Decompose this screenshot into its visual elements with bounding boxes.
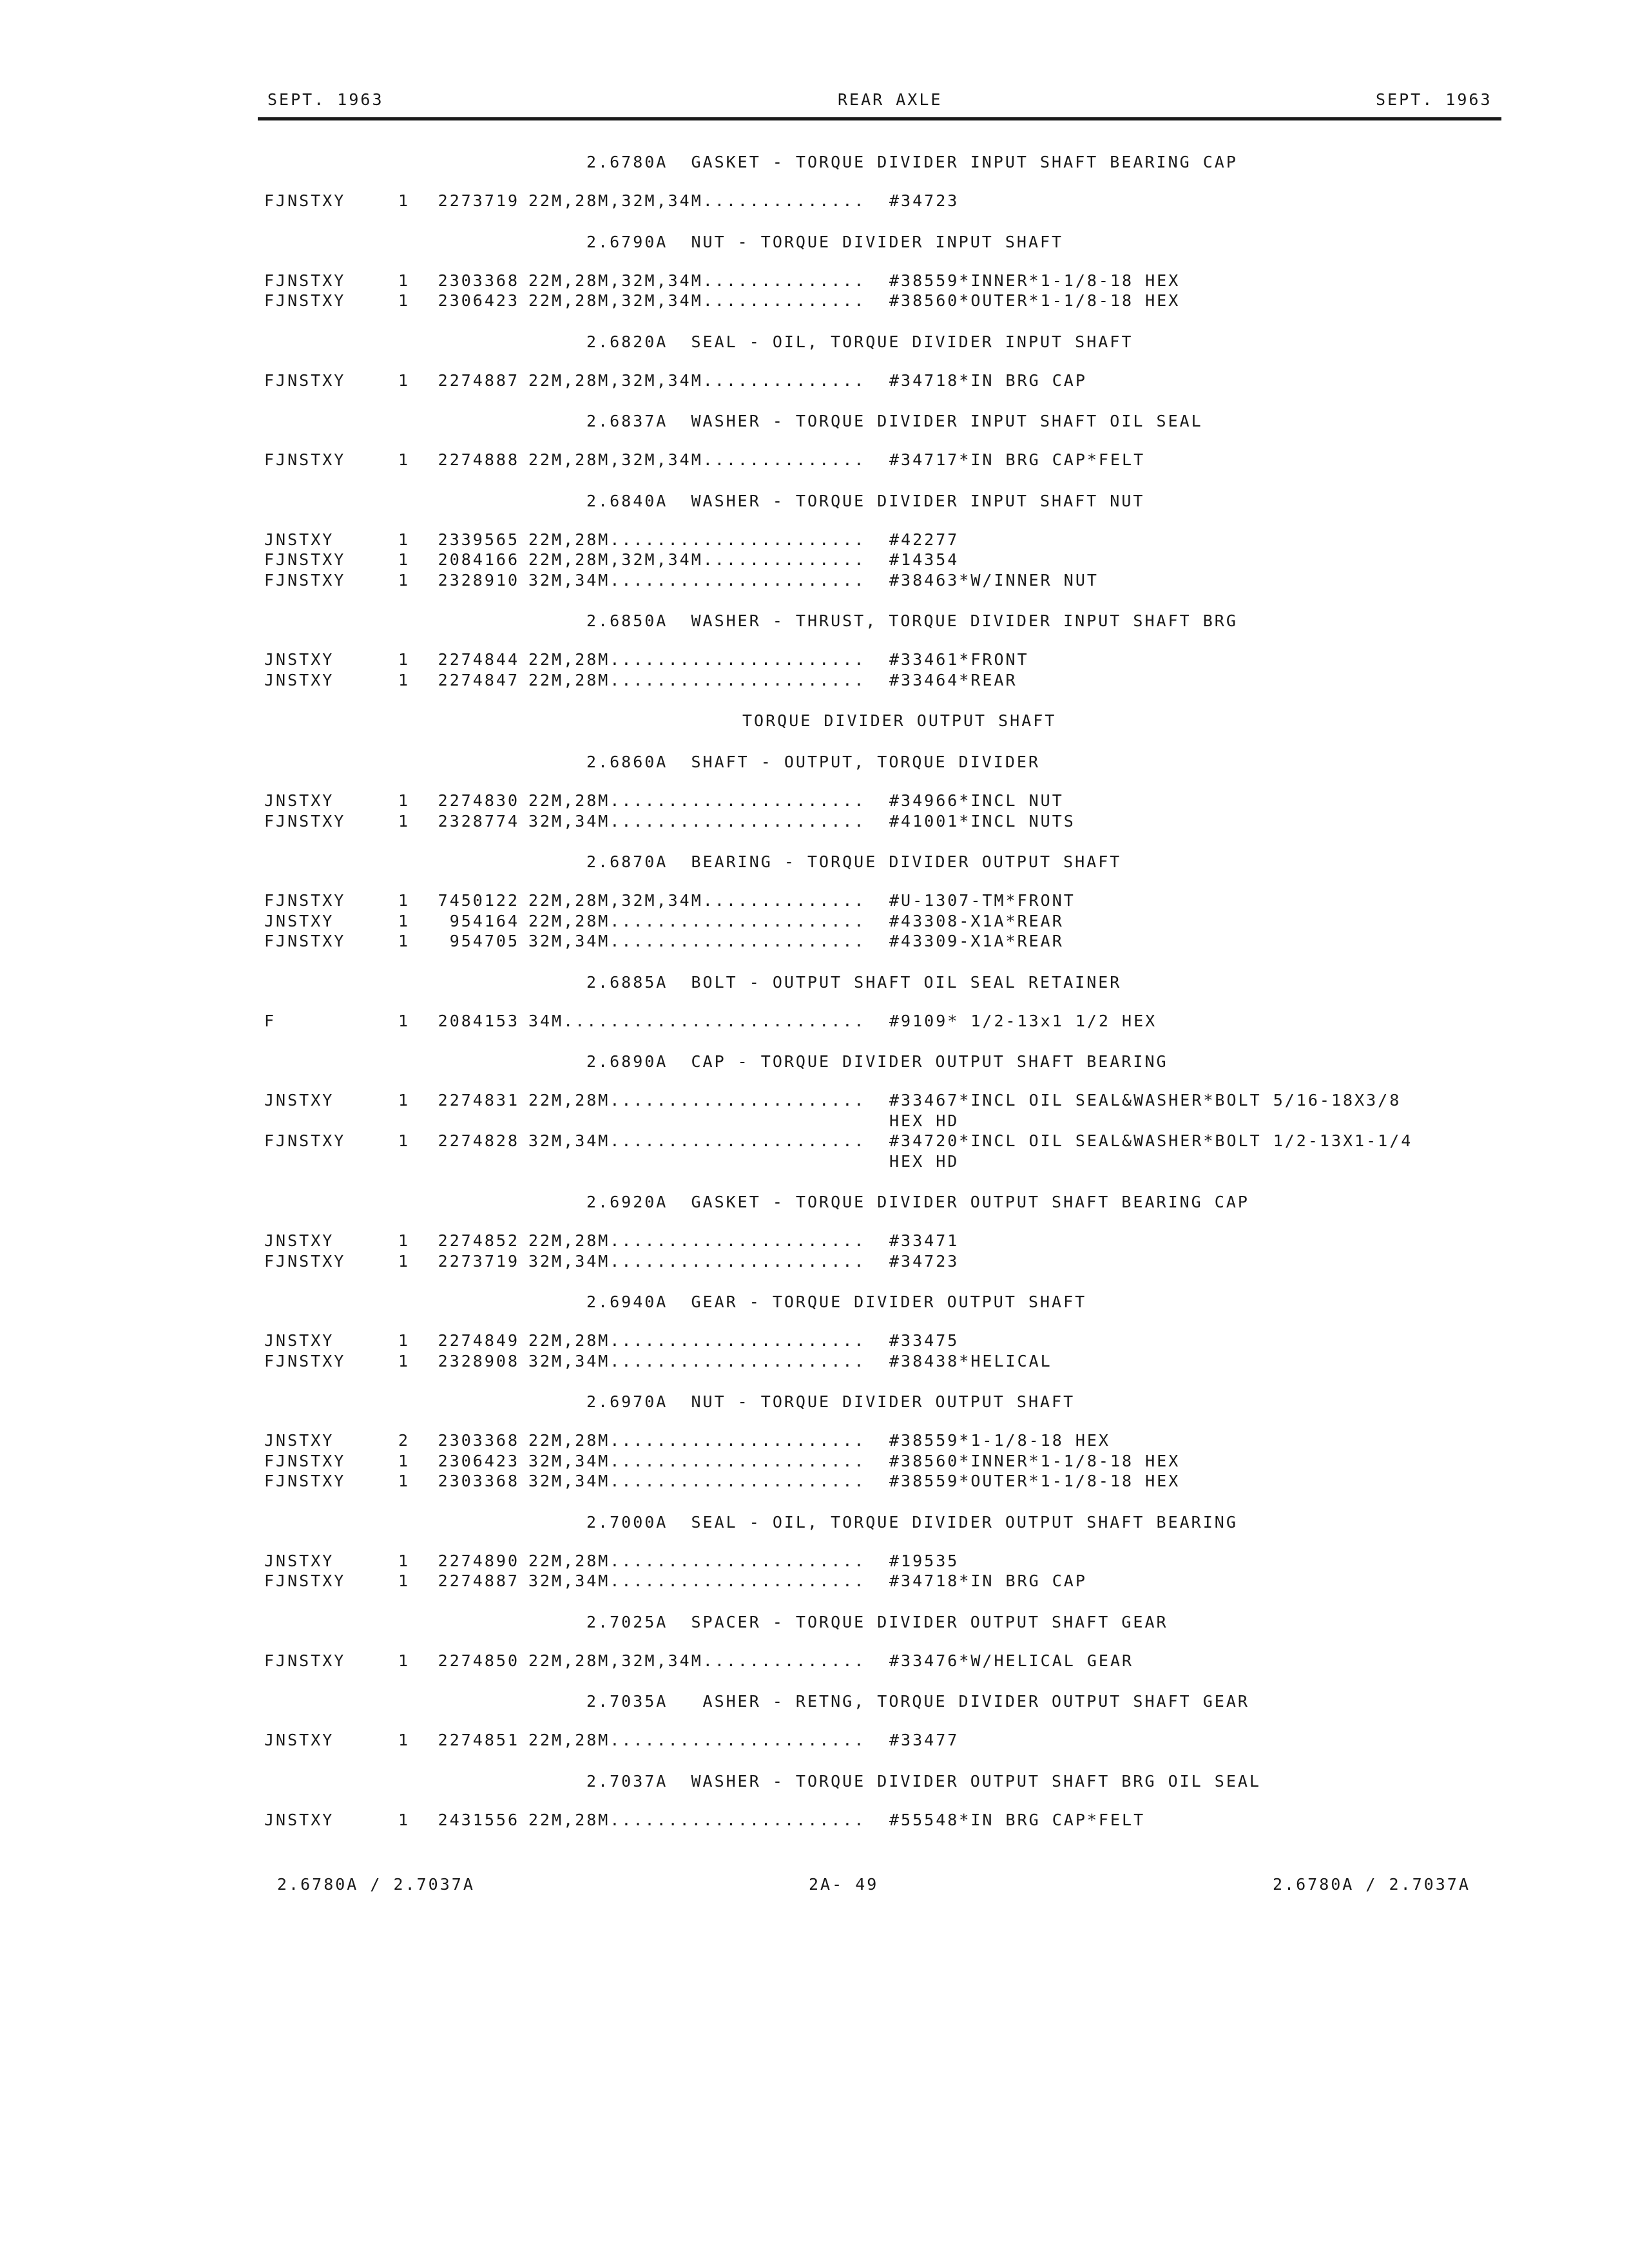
header-rule — [258, 117, 1501, 120]
part-description: #34718*IN BRG CAP — [889, 370, 1087, 390]
part-description: #34717*IN BRG CAP*FELT — [889, 450, 1146, 469]
part-number: 2274851 — [438, 1731, 519, 1749]
parts-group — [264, 1551, 1501, 1591]
applicable-models: 22M,28M...................... — [528, 1231, 866, 1250]
header-date-right: SEPT. 1963 — [1376, 90, 1492, 109]
part-row — [264, 791, 1501, 811]
quantity: 1 — [398, 1331, 410, 1350]
quantity: 1 — [398, 1351, 410, 1370]
part-number: 2328774 — [438, 811, 519, 831]
applicable-models: 22M,28M...................... — [528, 1731, 866, 1749]
applicable-models: 22M,28M...................... — [528, 1810, 866, 1829]
model-code: FJNSTXY — [264, 1651, 346, 1670]
part-description: #9109* 1/2-13x1 1/2 HEX — [889, 1011, 1157, 1030]
parts-group — [264, 530, 1501, 591]
part-row — [264, 570, 1501, 591]
applicable-models: 22M,28M,32M,34M.............. — [528, 450, 866, 469]
section-heading: 2.7025A SPACER - TORQUE DIVIDER OUTPUT SHAFT GEAR — [586, 1612, 1168, 1631]
section-heading: 2.6870A BEARING - TORQUE DIVIDER OUTPUT SHAFT — [586, 852, 1122, 871]
part-description: #43309-X1A*REAR — [889, 932, 1064, 950]
part-description: #14354 — [889, 550, 959, 569]
applicable-models: 32M,34M...................... — [528, 1131, 866, 1150]
applicable-models: 22M,28M,32M,34M.............. — [528, 271, 866, 290]
model-code: JNSTXY — [264, 1431, 334, 1450]
part-number: 2274852 — [438, 1231, 519, 1250]
quantity: 1 — [398, 1251, 410, 1271]
parts-group — [264, 1810, 1501, 1831]
model-code: JNSTXY — [264, 670, 334, 689]
quantity: 1 — [398, 1131, 410, 1150]
part-number: 2274850 — [438, 1651, 519, 1670]
parts-group — [264, 1331, 1501, 1371]
part-description: #38559*OUTER*1-1/8-18 HEX — [889, 1472, 1181, 1490]
part-description: #33471 — [889, 1231, 959, 1250]
part-row — [264, 1451, 1501, 1472]
part-number: 2303368 — [438, 271, 519, 290]
quantity — [398, 1111, 423, 1131]
applicable-models: 22M,28M...................... — [528, 1331, 866, 1350]
part-description: #33475 — [889, 1331, 959, 1350]
part-row — [264, 291, 1501, 311]
parts-group — [264, 791, 1501, 831]
applicable-models: 22M,28M,32M,34M.............. — [528, 291, 866, 310]
header-title: REAR AXLE — [838, 90, 943, 109]
applicable-models: 22M,28M...................... — [528, 670, 866, 689]
quantity: 1 — [398, 1651, 410, 1670]
quantity: 1 — [398, 1551, 410, 1570]
part-description: #38559*1-1/8-18 HEX — [889, 1431, 1110, 1450]
quantity: 1 — [398, 1810, 410, 1829]
footer-range-right: 2.6780A / 2.7037A — [1273, 1875, 1470, 1894]
quantity: 1 — [398, 1011, 410, 1030]
applicable-models: 22M,28M,32M,34M.............. — [528, 370, 866, 390]
section-heading: 2.6970A NUT - TORQUE DIVIDER OUTPUT SHAFT — [586, 1392, 1075, 1411]
part-row — [264, 1331, 1501, 1351]
model-code: JNSTXY — [264, 911, 334, 930]
part-number: 2274888 — [438, 450, 519, 469]
model-code: FJNSTXY — [264, 811, 346, 831]
part-row — [264, 931, 1501, 952]
part-description: #38560*OUTER*1-1/8-18 HEX — [889, 291, 1181, 310]
parts-group — [264, 450, 1501, 470]
parts-group — [264, 890, 1501, 952]
applicable-models: 32M,34M...................... — [528, 1251, 866, 1271]
part-description: #33461*FRONT — [889, 650, 1029, 669]
section-subheading: TORQUE DIVIDER OUTPUT SHAFT — [742, 711, 1057, 730]
model-code: JNSTXY — [264, 530, 334, 549]
quantity: 1 — [398, 550, 410, 569]
model-code: FJNSTXY — [264, 1131, 346, 1150]
model-code: FJNSTXY — [264, 932, 346, 950]
model-code: FJNSTXY — [264, 450, 346, 469]
part-row — [264, 1651, 1501, 1671]
part-row — [264, 890, 1501, 911]
footer-range-left: 2.6780A / 2.7037A — [277, 1875, 475, 1894]
part-row — [264, 530, 1501, 550]
part-row — [264, 1131, 1501, 1151]
section-heading: 2.6790A NUT - TORQUE DIVIDER INPUT SHAFT — [586, 232, 1064, 251]
parts-group — [264, 1651, 1501, 1671]
applicable-models: 32M,34M...................... — [528, 811, 866, 831]
quantity: 1 — [398, 670, 410, 689]
footer-page-number: 2A- 49 — [809, 1875, 879, 1894]
part-description: #38463*W/INNER NUT — [889, 570, 1099, 590]
part-number: 2306423 — [438, 1451, 519, 1470]
quantity: 1 — [398, 291, 410, 310]
part-row — [264, 1151, 1501, 1172]
parts-group — [264, 1011, 1501, 1032]
model-code — [264, 1111, 398, 1131]
part-number: 2303368 — [438, 1472, 519, 1490]
part-description: #33467*INCL OIL SEAL&WASHER*BOLT 5/16-18X3/8 — [889, 1091, 1402, 1110]
part-row — [264, 191, 1501, 211]
applicable-models: 22M,28M,32M,34M.............. — [528, 191, 866, 210]
part-description: #34723 — [889, 1251, 959, 1271]
part-number: 2274887 — [438, 370, 519, 390]
part-number: 2274847 — [438, 670, 519, 689]
parts-group — [264, 1430, 1501, 1492]
part-number — [423, 1111, 528, 1131]
part-description: #33476*W/HELICAL GEAR — [889, 1651, 1134, 1670]
model-code: JNSTXY — [264, 1551, 334, 1570]
quantity: 1 — [398, 191, 410, 210]
part-row — [264, 1111, 1501, 1131]
model-code: JNSTXY — [264, 650, 334, 669]
section-heading: 2.7037A WASHER - TORQUE DIVIDER OUTPUT SHAFT BRG OIL SEAL — [586, 1771, 1261, 1791]
applicable-models: 22M,28M...................... — [528, 1551, 866, 1570]
applicable-models: 34M.......................... — [528, 1011, 866, 1030]
part-number: 2274830 — [438, 791, 519, 810]
part-row — [264, 670, 1501, 691]
part-row — [264, 1090, 1501, 1111]
model-code: JNSTXY — [264, 1810, 334, 1829]
section-heading: 2.6940A GEAR - TORQUE DIVIDER OUTPUT SHAFT — [586, 1293, 1087, 1311]
quantity: 1 — [398, 271, 410, 290]
part-number: 2273719 — [438, 1251, 519, 1271]
quantity: 1 — [398, 932, 410, 950]
quantity: 1 — [398, 650, 410, 669]
part-description: #38438*HELICAL — [889, 1351, 1052, 1370]
section-heading: 2.7000A SEAL - OIL, TORQUE DIVIDER OUTPUT SHAFT BEARING — [586, 1512, 1238, 1532]
applicable-models: 22M,28M,32M,34M.............. — [528, 1651, 866, 1670]
part-row — [264, 1351, 1501, 1372]
part-number: 2274887 — [438, 1571, 519, 1590]
part-description: #34720*INCL OIL SEAL&WASHER*BOLT 1/2-13X1-1/4 — [889, 1131, 1413, 1150]
applicable-models: 22M,28M...................... — [528, 911, 866, 930]
applicable-models: 22M,28M...................... — [528, 1431, 866, 1450]
quantity: 1 — [398, 1472, 410, 1490]
quantity: 1 — [398, 791, 410, 810]
part-number: 2274849 — [438, 1331, 519, 1350]
part-number: 954164 — [449, 911, 519, 930]
part-row — [264, 450, 1501, 470]
section-heading: 2.6840A WASHER - TORQUE DIVIDER INPUT SHAFT NUT — [586, 491, 1145, 510]
model-code: FJNSTXY — [264, 370, 346, 390]
model-code: FJNSTXY — [264, 291, 346, 310]
applicable-models: 32M,34M...................... — [528, 1451, 866, 1470]
part-description: HEX HD — [889, 1111, 959, 1130]
quantity: 1 — [398, 1571, 410, 1590]
part-number: 7450122 — [438, 891, 519, 910]
part-number: 2084153 — [438, 1011, 519, 1030]
model-code: FJNSTXY — [264, 1251, 346, 1271]
applicable-models: 22M,28M,32M,34M.............. — [528, 891, 866, 910]
parts-group — [264, 370, 1501, 391]
applicable-models — [528, 1111, 889, 1131]
part-number: 2274828 — [438, 1131, 519, 1150]
applicable-models: 32M,34M...................... — [528, 1571, 866, 1590]
model-code — [264, 1151, 398, 1172]
part-description: #34723 — [889, 191, 959, 210]
part-row — [264, 1231, 1501, 1251]
model-code: FJNSTXY — [264, 1351, 346, 1370]
applicable-models: 22M,28M,32M,34M.............. — [528, 550, 866, 569]
applicable-models: 32M,34M...................... — [528, 1351, 866, 1370]
part-number: 2431556 — [438, 1810, 519, 1829]
quantity: 1 — [398, 1091, 410, 1110]
applicable-models — [528, 1151, 889, 1172]
quantity: 1 — [398, 570, 410, 590]
part-row — [264, 1551, 1501, 1571]
parts-group — [264, 1730, 1501, 1751]
section-heading: 2.6850A WASHER - THRUST, TORQUE DIVIDER INPUT SHAFT BRG — [586, 611, 1238, 630]
model-code: JNSTXY — [264, 1091, 334, 1110]
applicable-models: 22M,28M...................... — [528, 1091, 866, 1110]
quantity: 1 — [398, 450, 410, 469]
part-description: #42277 — [889, 530, 959, 549]
model-code: FJNSTXY — [264, 891, 346, 910]
parts-group — [264, 649, 1501, 690]
part-description: HEX HD — [889, 1151, 959, 1171]
quantity: 1 — [398, 1451, 410, 1470]
quantity: 1 — [398, 370, 410, 390]
part-description: #38559*INNER*1-1/8-18 HEX — [889, 271, 1181, 290]
model-code: JNSTXY — [264, 791, 334, 810]
part-number: 2274890 — [438, 1551, 519, 1570]
section-heading: 2.6837A WASHER - TORQUE DIVIDER INPUT SHAFT OIL SEAL — [586, 412, 1203, 430]
quantity: 1 — [398, 530, 410, 549]
part-row — [264, 1011, 1501, 1032]
model-code: FJNSTXY — [264, 1472, 346, 1490]
applicable-models: 32M,34M...................... — [528, 932, 866, 950]
quantity: 1 — [398, 891, 410, 910]
part-row — [264, 1810, 1501, 1831]
applicable-models: 22M,28M...................... — [528, 791, 866, 810]
quantity — [398, 1151, 423, 1172]
applicable-models: 32M,34M...................... — [528, 570, 866, 590]
part-description: #33464*REAR — [889, 670, 1017, 689]
part-description: #34718*IN BRG CAP — [889, 1571, 1087, 1590]
applicable-models: 22M,28M...................... — [528, 650, 866, 669]
model-code: FJNSTXY — [264, 271, 346, 290]
part-number: 2273719 — [438, 191, 519, 210]
parts-group — [264, 1231, 1501, 1271]
model-code: F — [264, 1011, 276, 1030]
part-row — [264, 1430, 1501, 1451]
parts-group — [264, 1090, 1501, 1171]
quantity: 1 — [398, 1731, 410, 1749]
quantity: 1 — [398, 811, 410, 831]
quantity: 1 — [398, 911, 410, 930]
model-code: FJNSTXY — [264, 570, 346, 590]
part-number: 2303368 — [438, 1431, 519, 1450]
section-heading: 2.7035A ASHER - RETNG, TORQUE DIVIDER OUTPUT SHAFT GEAR — [586, 1692, 1249, 1711]
section-heading: 2.6885A BOLT - OUTPUT SHAFT OIL SEAL RETAINER — [586, 972, 1122, 992]
quantity: 1 — [398, 1231, 410, 1250]
part-row — [264, 1471, 1501, 1492]
parts-group — [264, 271, 1501, 311]
part-row — [264, 811, 1501, 832]
part-number: 2328908 — [438, 1351, 519, 1370]
part-row — [264, 1251, 1501, 1272]
parts-list — [264, 149, 1501, 1848]
part-number: 2084166 — [438, 550, 519, 569]
part-row — [264, 1730, 1501, 1751]
part-number: 2274844 — [438, 650, 519, 669]
parts-group — [264, 191, 1501, 211]
part-row — [264, 1571, 1501, 1591]
part-number: 954705 — [449, 932, 519, 950]
model-code: JNSTXY — [264, 1231, 334, 1250]
part-description: #33477 — [889, 1731, 959, 1749]
model-code: JNSTXY — [264, 1731, 334, 1749]
part-description: #43308-X1A*REAR — [889, 911, 1064, 930]
part-row — [264, 911, 1501, 932]
section-heading: 2.6920A GASKET - TORQUE DIVIDER OUTPUT SHAFT BEARING CAP — [586, 1193, 1249, 1211]
applicable-models: 22M,28M...................... — [528, 530, 866, 549]
part-number: 2274831 — [438, 1091, 519, 1110]
quantity: 2 — [398, 1431, 410, 1450]
part-row — [264, 370, 1501, 391]
section-heading: 2.6890A CAP - TORQUE DIVIDER OUTPUT SHAFT BEARING — [586, 1052, 1168, 1071]
applicable-models: 32M,34M...................... — [528, 1472, 866, 1490]
model-code: FJNSTXY — [264, 550, 346, 569]
part-description: #34966*INCL NUT — [889, 791, 1064, 810]
part-number: 2339565 — [438, 530, 519, 549]
part-number: 2306423 — [438, 291, 519, 310]
model-code: JNSTXY — [264, 1331, 334, 1350]
part-row — [264, 550, 1501, 570]
part-row — [264, 649, 1501, 670]
part-description: #38560*INNER*1-1/8-18 HEX — [889, 1451, 1181, 1470]
part-description: #41001*INCL NUTS — [889, 811, 1075, 831]
section-heading: 2.6820A SEAL - OIL, TORQUE DIVIDER INPUT SHAFT — [586, 332, 1133, 351]
model-code: FJNSTXY — [264, 191, 346, 210]
model-code: FJNSTXY — [264, 1451, 346, 1470]
section-heading: 2.6860A SHAFT - OUTPUT, TORQUE DIVIDER — [586, 753, 1040, 771]
part-row — [264, 271, 1501, 291]
header-date-left: SEPT. 1963 — [267, 90, 384, 109]
part-number: 2328910 — [438, 570, 519, 590]
part-description: #19535 — [889, 1551, 959, 1570]
part-number — [423, 1151, 528, 1172]
part-description: #U-1307-TM*FRONT — [889, 891, 1075, 910]
section-heading: 2.6780A GASKET - TORQUE DIVIDER INPUT SHAFT BEARING CAP — [586, 153, 1238, 171]
model-code: FJNSTXY — [264, 1571, 346, 1590]
part-description: #55548*IN BRG CAP*FELT — [889, 1810, 1146, 1829]
